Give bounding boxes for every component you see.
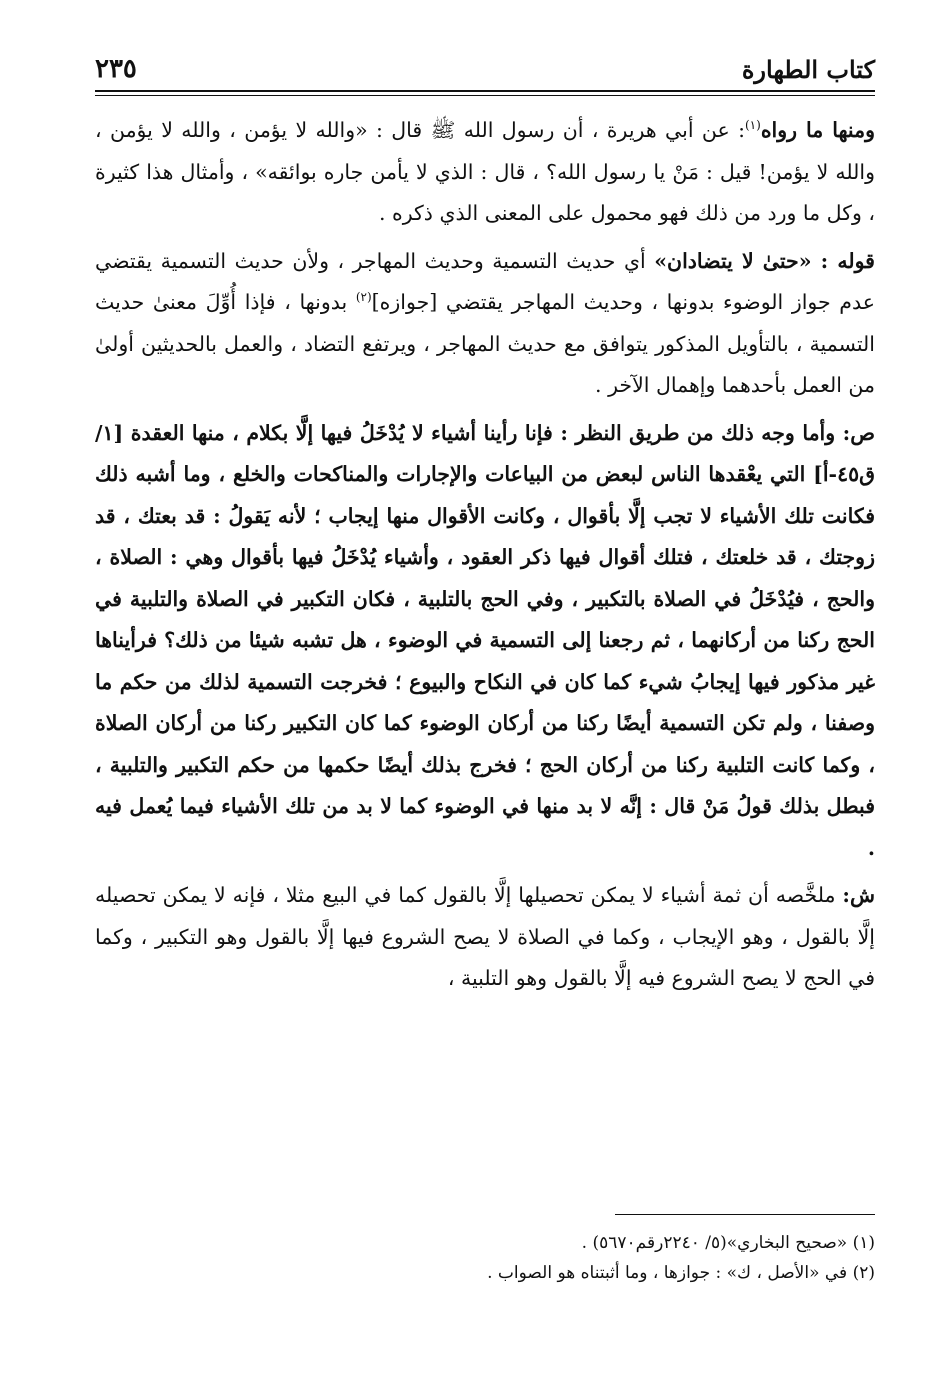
paragraph-1 [95,110,875,235]
paragraph-lead: ص: [842,420,875,445]
paragraph-lead: ومنها ما رواه [760,118,875,142]
footnote-2: (٢) في «الأصل ، ك» : جوازها ، وما أثبتناه هو الصواب . [487,1263,875,1283]
paragraph-text: أي حديث التسمية وحديث المهاجر ، ولأن حديث التسمية يقتضي عدم جواز الوضوء بدونها ، وحديث المهاجر يقتضي [جوازه] [95,248,875,314]
footnote-separator [615,1214,875,1215]
page-number: ٢٣٥ [95,54,137,84]
paragraph-4-sharh [95,875,875,1000]
paragraph-3-matn [95,413,875,870]
paragraph-text: ملخَّصه أن ثمة أشياء لا يمكن تحصيلها إلَّا بالقول كما في البيع مثلا ، فإنه لا يمكن تحصيله إلَّا بالقول ، وهو الإيجاب ، وكما في الصلاة لا يصح الشروع فيها إلَّا بالقول وهو التكبير ، وكما في الحج لا يصح الشروع فيه إلَّا بالقول وهو التلبية ، [95,883,875,990]
running-header [95,40,875,92]
paragraph-2 [95,241,875,407]
book-page [95,40,875,1340]
chapter-title: كتاب الطهارة [741,55,875,84]
paragraph-lead: ش: [842,883,875,907]
footnote-ref-2[interactable]: (٢) [355,290,372,305]
footnotes [95,1228,875,1288]
paragraph-lead: قوله : «حتىٰ لا يتضادان» [654,248,875,273]
paragraph-text-continued: بدونها ، فإذا أُوِّلَ معنىٰ حديث التسمية ، بالتأويل المذكور يتوافق مع حديث المهاجر ، ويرتفع التضاد ، والعمل بالحديثين أولىٰ من العمل بأحدهما وإهمال الآخر . [95,290,875,397]
footnote-1: (١) «صحيح البخاري»(٥/ ٢٢٤٠رقم٥٦٧٠) . [581,1233,875,1253]
footnote-ref-1[interactable]: (١) [744,118,761,133]
paragraph-text: : عن أبي هريرة ، أن رسول الله ﷺ قال : «والله لا يؤمن ، والله لا يؤمن ، والله لا يؤمن! قيل : مَنْ يا رسول الله؟ ، قال : الذي لا يأمن جاره بوائقه» ، وأمثال هذا كثيرة ، وكل ما ورد من ذلك فهو محمول على المعنى الذي ذكره . [95,118,875,225]
paragraph-text: وأما وجه ذلك من طريق النظر : فإنا رأينا أشياء لا يُدْخَلُ فيها إلَّا بكلام ، منها العقدة [١/ق٤٥-أ] التي يعْقدها الناس لبعض من البياعات والإجارات والمناكحات والخلع ، وما أشبه ذلك فكانت تلك الأشياء لا تجب إلَّا بأقوال ، وكانت الأقوال منها إيجاب ؛ لأنه يَقولُ : قد بعتك ، قد زوجتك ، قد خلعتك ، فتلك أقوال فيها ذكر العقود ، وأشياء يُدْخَلُ فيها بأقوال وهي : الصلاة ، والحج ، فيُدْخَلُ في الصلاة بالتكبير ، وفي الحج بالتلبية ، فكان التكبير في الصلاة والتلبية في الحج ركنا من أركانهما ، ثم رجعنا إلى التسمية في الوضوء ، هل تشبه شيئا من ذلك؟ فرأيناها غير مذكور فيها إيجابُ شيء كما كان في النكاح والبيوع ؛ فخرجت التسمية لذلك من حكم ما وصفنا ، ولم تكن التسمية أيضًا ركنا من أركان الوضوء كما كان التكبير ركنا من أركان الصلاة ، وكما كانت التلبية ركنا من أركان الحج ؛ فخرج بذلك أيضًا حكمها من حكم التكبير والتلبية ، فبطل بذلك قولُ مَنْ قال : إنَّه لا بد منها في الوضوء كما لا بد من تلك الأشياء فيما يُعمل فيه . [95,420,875,860]
header-rule [95,95,875,96]
main-text [95,110,875,1000]
